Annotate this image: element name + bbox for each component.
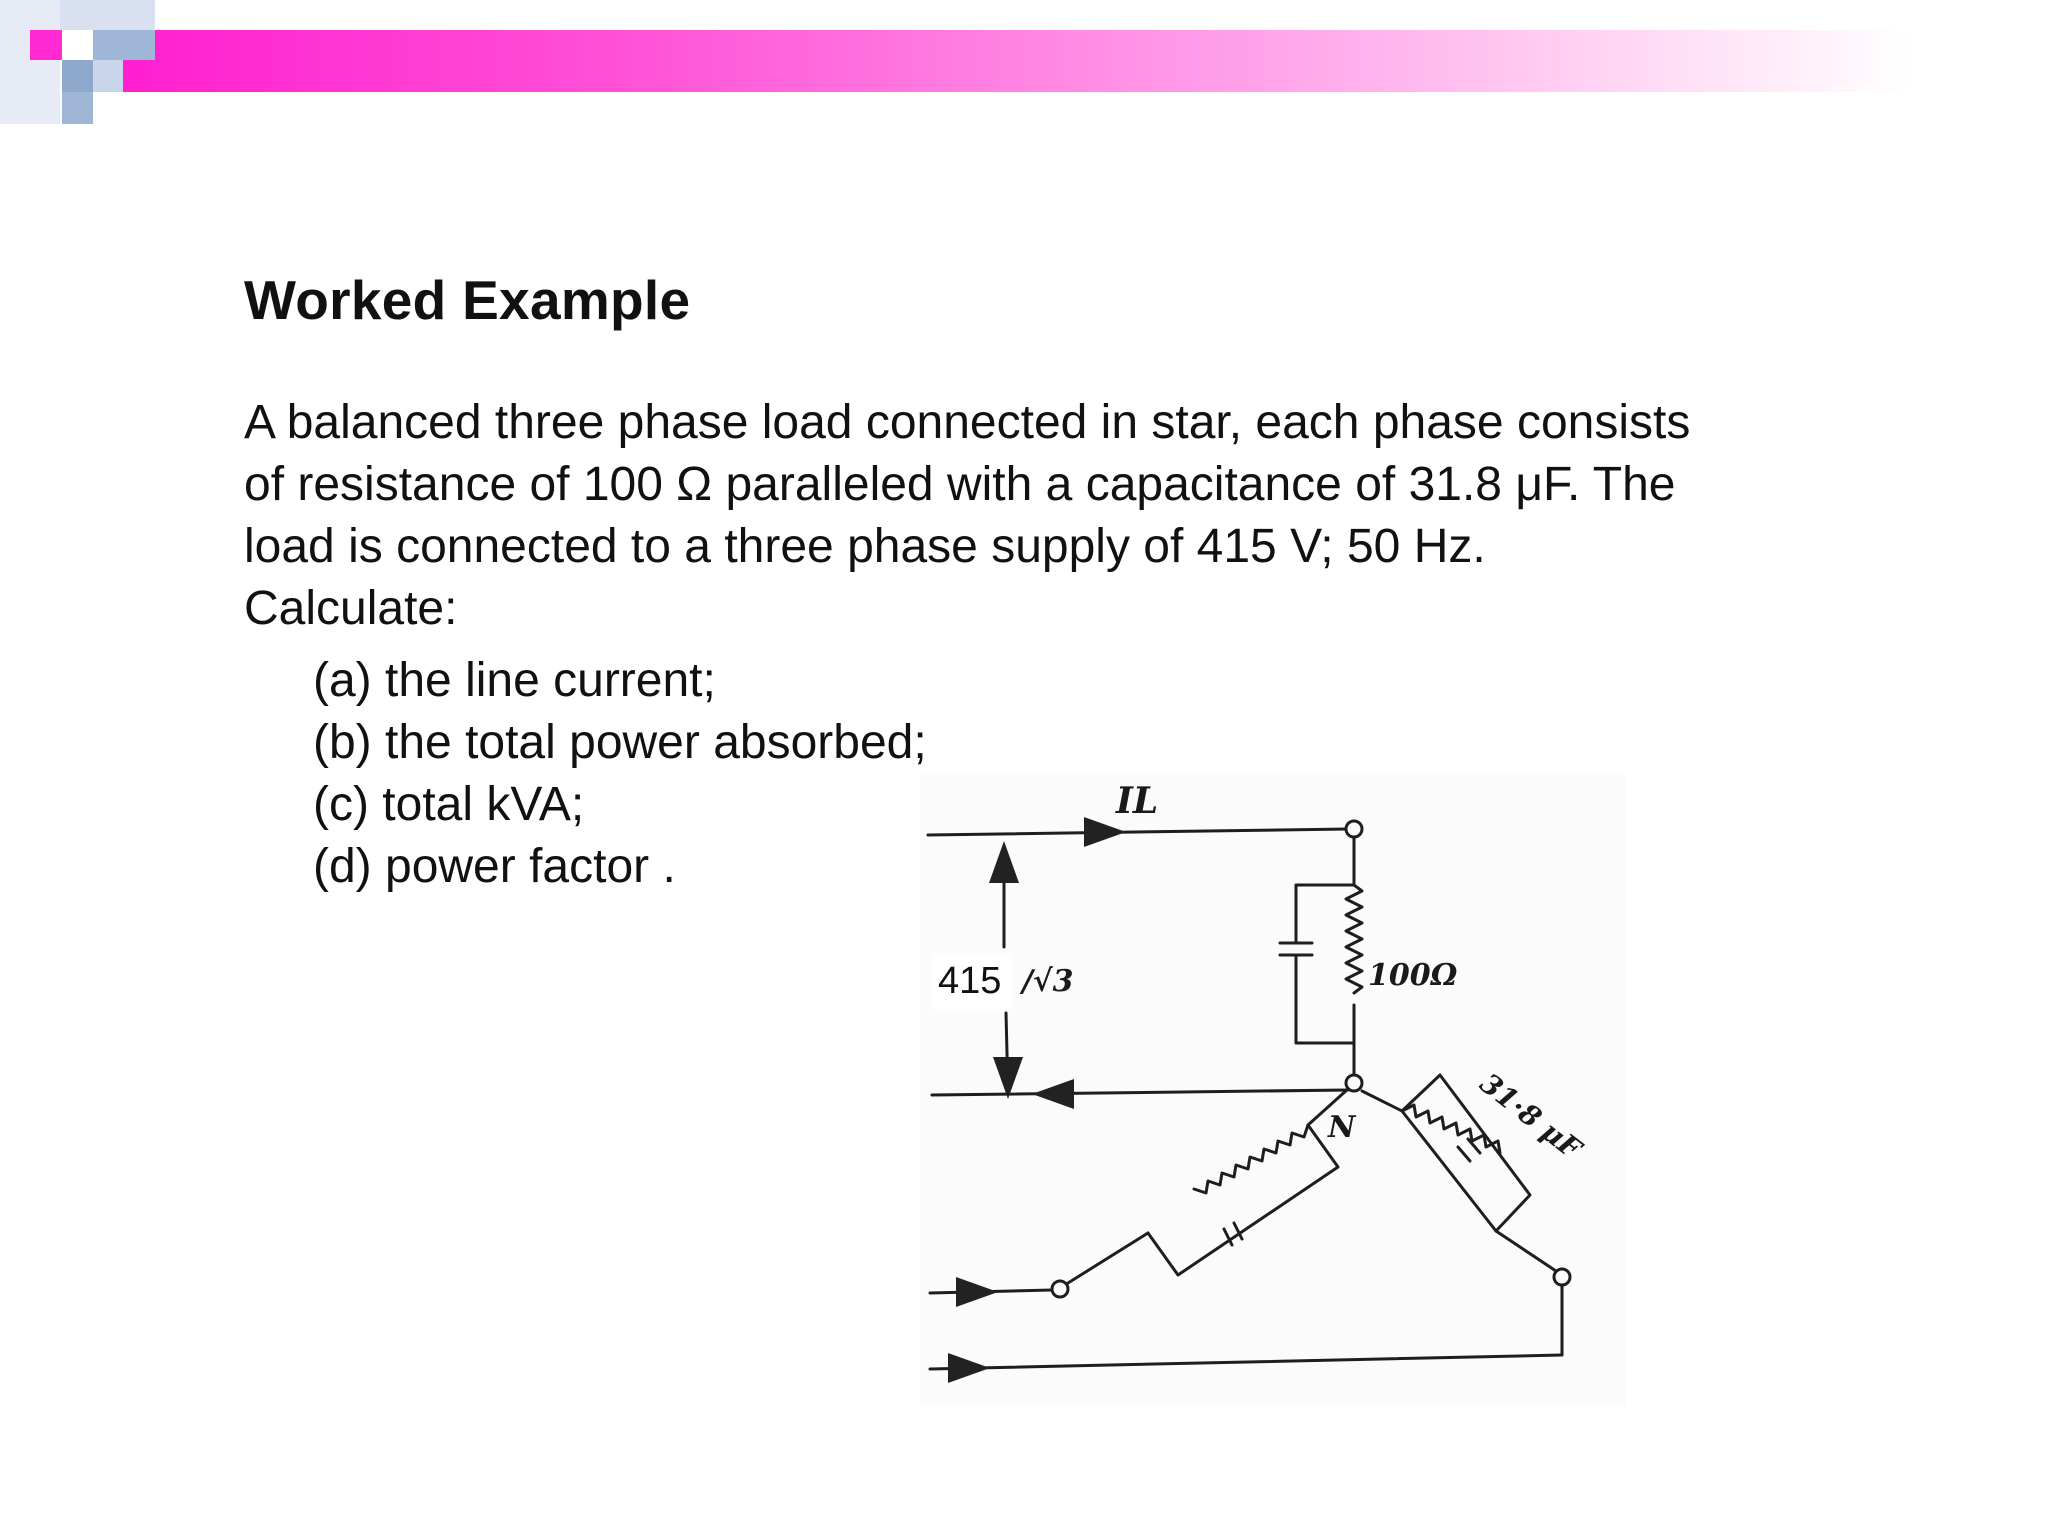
- question-item-c: (c) total kVA;: [313, 778, 585, 831]
- neutral-label: N: [1328, 1110, 1356, 1145]
- right-terminal: [1554, 1269, 1570, 1285]
- problem-line: Calculate:: [244, 582, 458, 635]
- problem-line: A balanced three phase load connected in star, each phase consists: [244, 396, 1691, 449]
- capacitance-label: 31·8 μF: [1473, 1066, 1588, 1166]
- top-terminal: [1346, 821, 1362, 837]
- question-item-b: (b) the total power absorbed;: [313, 716, 927, 769]
- star-circuit-diagram: [920, 775, 1625, 1407]
- neutral-return-wire: [932, 1090, 1348, 1095]
- problem-line: of resistance of 100 Ω paralleled with a capacitance of 31.8 μF. The: [244, 458, 1676, 511]
- resistor-left: [1194, 1125, 1308, 1193]
- bottom-line-wire: [930, 1355, 1562, 1369]
- header-gradient-bar: [120, 30, 1910, 92]
- left-terminal: [1052, 1281, 1068, 1297]
- problem-statement: [244, 392, 1844, 640]
- slide-title: Worked Example: [244, 269, 691, 331]
- problem-line: load is connected to a three phase supply of 415 V; 50 Hz.: [244, 520, 1486, 573]
- line-current-label: IL: [1116, 780, 1159, 822]
- question-item-d: (d) power factor .: [313, 840, 676, 893]
- question-item-a: (a) the line current;: [313, 654, 716, 707]
- question-list: [313, 650, 927, 898]
- capacitor-right-plate-a: [1458, 1147, 1470, 1161]
- circuit-svg: [920, 775, 1625, 1407]
- voltage-label-root: /√3: [1022, 964, 1074, 999]
- resistance-label: 100Ω: [1368, 958, 1458, 993]
- resistor-top: [1346, 885, 1362, 993]
- voltage-label-number: 415: [938, 960, 1002, 1002]
- top-line-wire: [928, 829, 1348, 835]
